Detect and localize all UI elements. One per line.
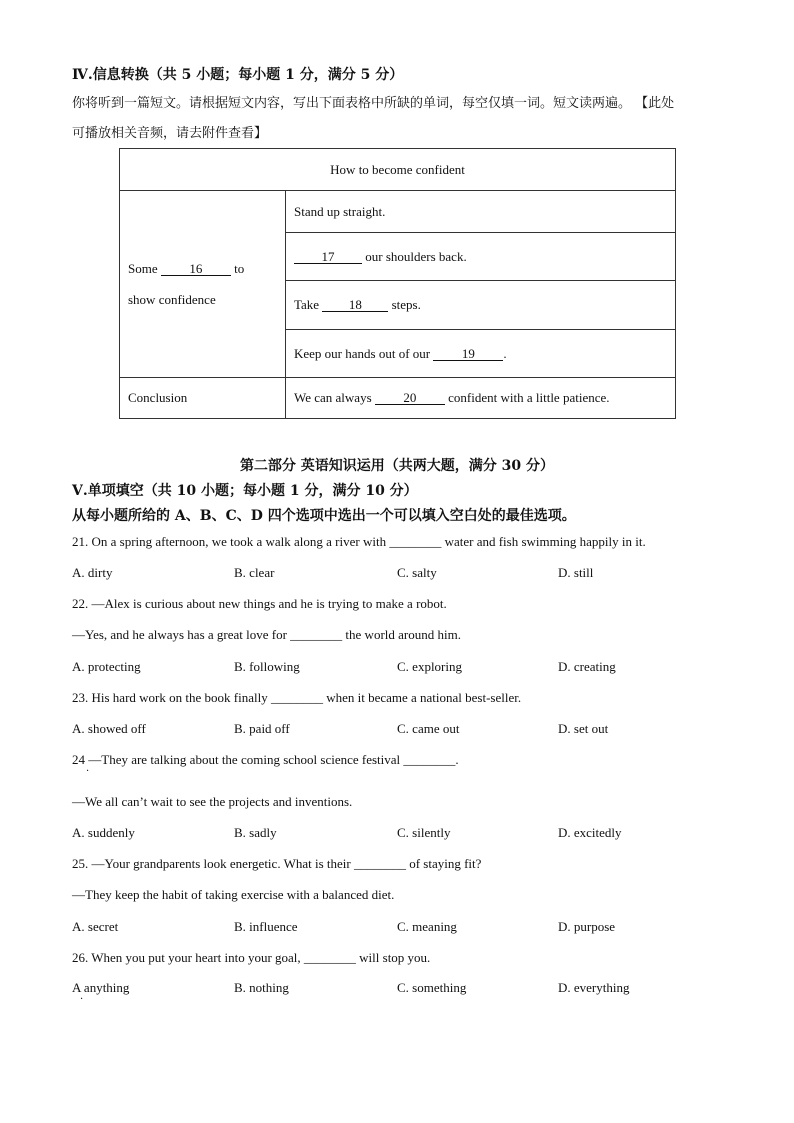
q26-option-a[interactable]: A anything	[72, 980, 130, 995]
q26-option-c[interactable]: C. something	[397, 980, 467, 995]
question-26-stem: 26. When you put your heart into your goal, ________ will stop you.	[72, 950, 431, 965]
stray-dot-mark: ·	[80, 994, 84, 1005]
question-25-stem: 25. —Your grandparents look energetic. What is their ________ of staying fit?	[72, 856, 482, 871]
question-22-stem: 22. —Alex is curious about new things and he is trying to make a robot.	[72, 596, 447, 611]
q26-option-d[interactable]: D. everything	[558, 980, 630, 995]
q24-option-d[interactable]: D. excitedly	[558, 825, 622, 840]
table-row-3: Take 18 steps.	[286, 281, 676, 330]
q25-option-a[interactable]: A. secret	[72, 919, 119, 934]
question-25-reply: —They keep the habit of taking exercise with a balanced diet.	[72, 887, 395, 902]
q25-option-c[interactable]: C. meaning	[397, 919, 457, 934]
q22-option-d[interactable]: D. creating	[558, 659, 616, 674]
q23-option-c[interactable]: C. came out	[397, 721, 460, 736]
table-row-1: Stand up straight.	[286, 191, 676, 233]
q25-option-d[interactable]: D. purpose	[558, 919, 616, 934]
blank-19[interactable]: 19	[433, 347, 503, 361]
info-table	[119, 148, 676, 419]
section-5-title: Ⅴ.单项填空（共 10 小题；每小题 1 分，满分 10 分）	[72, 483, 418, 499]
part-2-title: 第二部分 英语知识运用（共两大题，满分 30 分）	[239, 458, 555, 474]
q23-option-d[interactable]: D. set out	[558, 721, 609, 736]
table-left-cell: Some 16 to show confidence	[120, 191, 286, 378]
table-row-5: We can always 20 confident with a little patience.	[286, 378, 676, 419]
q22-option-c[interactable]: C. exploring	[397, 659, 462, 674]
blank-17[interactable]: 17	[294, 250, 362, 264]
question-21-stem: 21. On a spring afternoon, we took a walk along a river with ________ water and fish swimming happily in it.	[72, 534, 646, 549]
q24-option-c[interactable]: C. silently	[397, 825, 451, 840]
section-4-instruction-line2: 可播放相关音频，请去附件查看】	[72, 126, 268, 141]
blank-18[interactable]: 18	[322, 298, 388, 312]
table-row-4: Keep our hands out of our 19 .	[286, 330, 676, 378]
question-23-stem: 23. His hard work on the book finally ________ when it became a national best-seller.	[72, 690, 522, 705]
stray-dot-mark: ·	[86, 766, 90, 777]
table-conclusion-label: Conclusion	[120, 378, 286, 419]
q22-option-b[interactable]: B. following	[234, 659, 300, 674]
table-header: How to become confident	[120, 149, 676, 191]
q21-option-d[interactable]: D. still	[558, 565, 594, 580]
q22-option-a[interactable]: A. protecting	[72, 659, 141, 674]
q24-option-a[interactable]: A. suddenly	[72, 825, 135, 840]
section-4-title: Ⅳ.信息转换（共 5 小题；每小题 1 分，满分 5 分）	[72, 67, 404, 83]
q25-option-b[interactable]: B. influence	[234, 919, 298, 934]
q21-option-c[interactable]: C. salty	[397, 565, 437, 580]
table-row-2: 17 our shoulders back.	[286, 233, 676, 281]
q23-option-b[interactable]: B. paid off	[234, 721, 290, 736]
section-5-instruction: 从每小题所给的 A、B、C、D 四个选项中选出一个可以填入空白处的最佳选项。	[72, 508, 576, 524]
q23-option-a[interactable]: A. showed off	[72, 721, 146, 736]
blank-20[interactable]: 20	[375, 391, 445, 405]
section-4-instruction-line1: 你将听到一篇短文。请根据短文内容，写出下面表格中所缺的单词，每空仅填一词。短文读两遍。 【此处	[72, 96, 675, 111]
q24-option-b[interactable]: B. sadly	[234, 825, 277, 840]
q21-option-b[interactable]: B. clear	[234, 565, 275, 580]
blank-16[interactable]: 16	[161, 262, 231, 276]
question-24-reply: —We all can’t wait to see the projects and inventions.	[72, 794, 353, 809]
question-24-stem: 24 —They are talking about the coming school science festival ________.	[72, 752, 459, 767]
question-22-reply: —Yes, and he always has a great love for ________ the world around him.	[72, 627, 461, 642]
q21-option-a[interactable]: A. dirty	[72, 565, 113, 580]
q26-option-b[interactable]: B. nothing	[234, 980, 289, 995]
